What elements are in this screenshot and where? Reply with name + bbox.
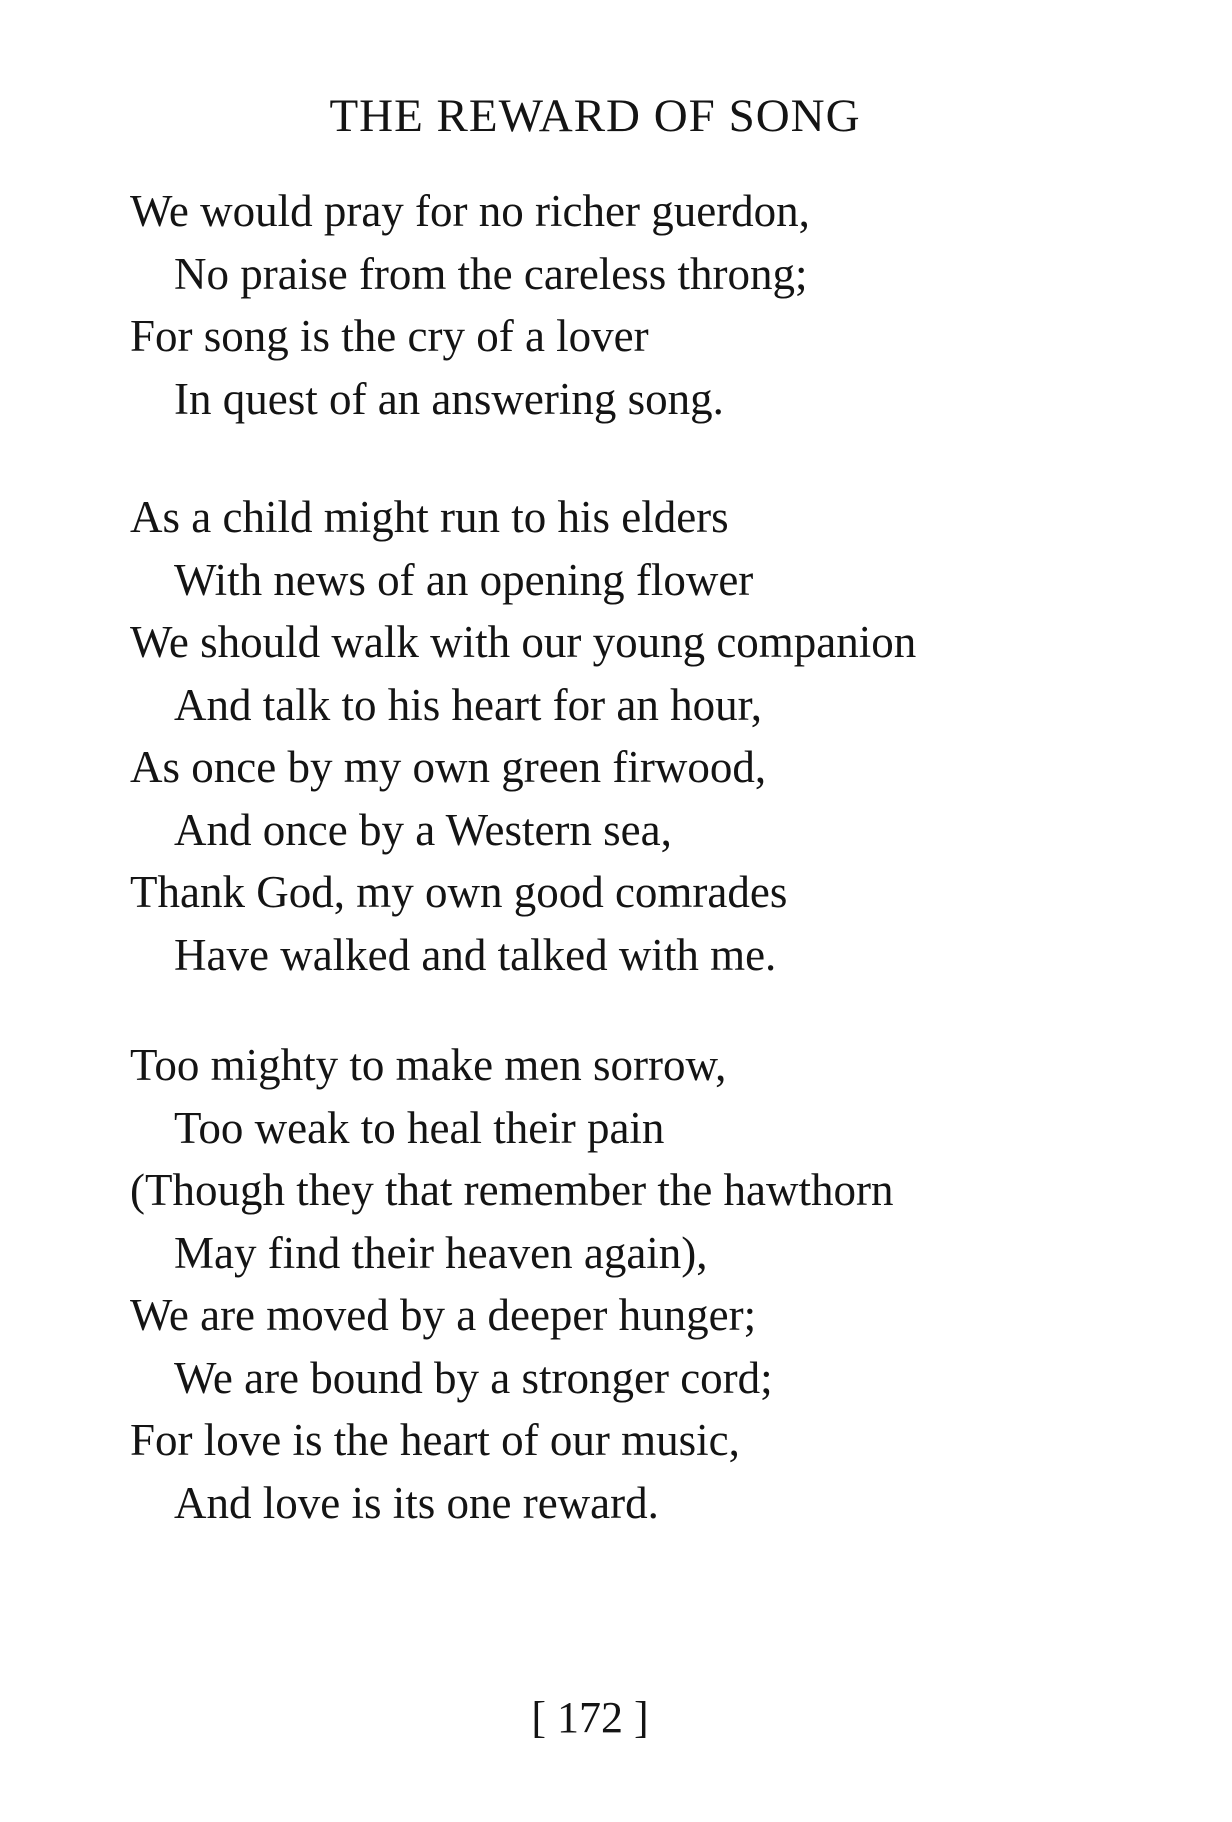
poem-line: Have walked and talked with me. bbox=[174, 929, 777, 980]
poem-line: In quest of an answering song. bbox=[174, 373, 724, 424]
poem-line: And talk to his heart for an hour, bbox=[174, 679, 763, 730]
poem-line: And love is its one reward. bbox=[174, 1477, 659, 1528]
poem-line: Too mighty to make men sorrow, bbox=[130, 1040, 727, 1090]
poem-title: THE REWARD OF SONG bbox=[329, 90, 861, 142]
stanza-2 bbox=[130, 486, 1130, 986]
stanza-3 bbox=[130, 1034, 1130, 1534]
poem-line: We would pray for no richer guerdon, bbox=[130, 186, 810, 236]
poem-line: And once by a Western sea, bbox=[174, 804, 672, 855]
page-number: [ 172 ] bbox=[531, 1693, 649, 1742]
stanza-1 bbox=[130, 180, 1130, 430]
poem-line: Thank God, my own good comrades bbox=[130, 867, 788, 917]
poem-line: As once by my own green firwood, bbox=[130, 742, 767, 792]
poem-line: As a child might run to his elders bbox=[130, 492, 729, 542]
poem-line: For love is the heart of our music, bbox=[130, 1415, 740, 1465]
poem-line: May find their heaven again), bbox=[174, 1227, 708, 1278]
poem-line: We should walk with our young companion bbox=[130, 617, 917, 667]
poem-line: No praise from the careless throng; bbox=[174, 248, 808, 299]
poem-line: With news of an opening flower bbox=[174, 554, 754, 605]
poem-line: (Though they that remember the hawthorn bbox=[130, 1165, 894, 1215]
poem-line: We are bound by a stronger cord; bbox=[174, 1352, 773, 1403]
poem-line: For song is the cry of a lover bbox=[130, 311, 649, 361]
poem-line: We are moved by a deeper hunger; bbox=[130, 1290, 757, 1340]
poem-line: Too weak to heal their pain bbox=[174, 1102, 665, 1153]
